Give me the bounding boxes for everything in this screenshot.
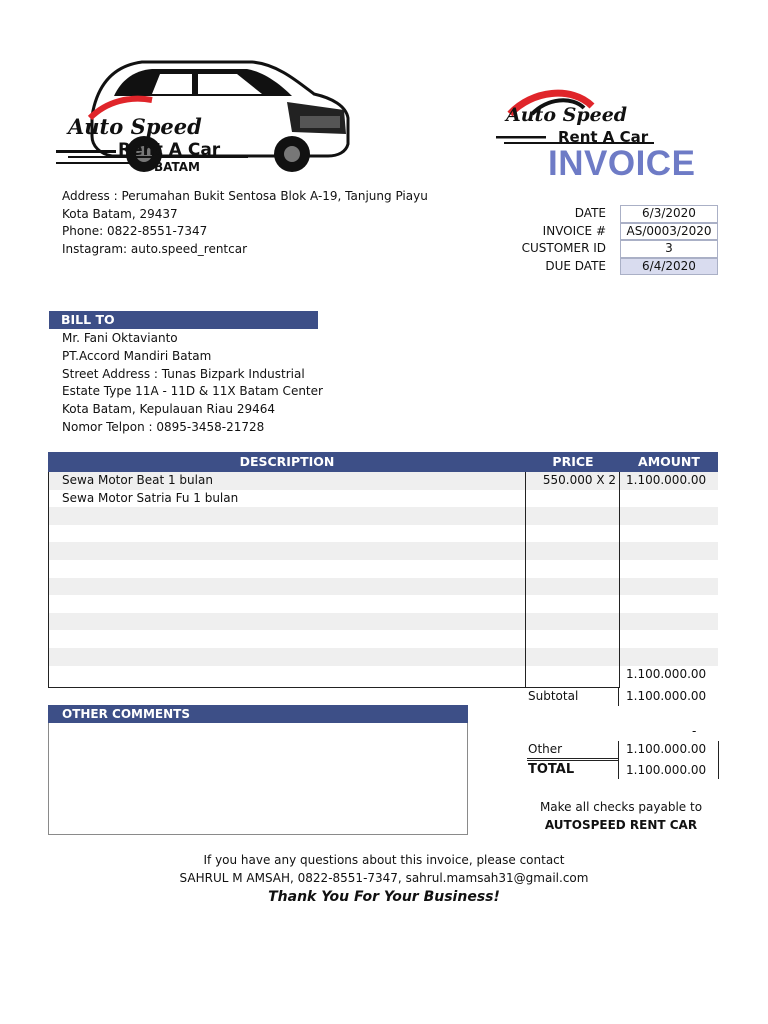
invoice-title: INVOICE	[548, 144, 696, 183]
company-instagram: Instagram: auto.speed_rentcar	[62, 241, 248, 256]
amount-header: AMOUNT	[638, 454, 700, 469]
table-row	[48, 525, 718, 543]
subtotal-label: Subtotal	[528, 689, 579, 703]
other-value: 1.100.000.00	[626, 742, 707, 756]
price-cell	[526, 490, 616, 508]
table-row	[48, 560, 718, 578]
other-underline	[527, 758, 619, 759]
amount-cell	[626, 648, 716, 666]
description-cell	[62, 542, 522, 560]
bill-to-line: Kota Batam, Kepulauan Riau 29464	[62, 402, 276, 416]
bill-to-header: BILL TO	[49, 311, 318, 329]
table-row	[48, 578, 718, 596]
amount-cell	[626, 490, 716, 508]
description-cell	[62, 613, 522, 631]
description-cell	[62, 648, 522, 666]
amount-cell	[626, 595, 716, 613]
price-header: PRICE	[552, 454, 594, 469]
other-label: Other	[528, 742, 563, 756]
table-row	[48, 490, 718, 508]
amount-cell	[626, 613, 716, 631]
items-table	[48, 452, 718, 683]
invoice-number-label: INVOICE #	[542, 223, 606, 238]
description-cell: Sewa Motor Satria Fu 1 bulan	[62, 490, 239, 505]
customer-id-label: CUSTOMER ID	[521, 241, 606, 255]
footer-thanks: Thank You For Your Business!	[268, 889, 500, 905]
description-cell	[62, 578, 522, 596]
table-header	[48, 452, 718, 472]
amount-column-divider	[619, 472, 620, 688]
price-cell	[526, 595, 616, 613]
table-row	[48, 630, 718, 648]
company-address: Address : Perumahan Bukit Sentosa Blok A-19, Tanjung Piayu	[62, 189, 428, 203]
price-column-divider	[525, 472, 526, 688]
amount-cell	[626, 525, 716, 543]
bill-to-line: Mr. Fani Oktavianto	[62, 331, 178, 345]
bill-to-line: Street Address : Tunas Bizpark Industrial	[62, 366, 305, 381]
amount-cell	[626, 542, 716, 560]
price-cell	[526, 630, 616, 648]
small-logo-line-2: Rent A Car	[558, 128, 649, 146]
table-row	[48, 613, 718, 631]
table-row	[48, 542, 718, 560]
amount-cell: 1.100.000.00	[626, 473, 707, 487]
due-date-value: 6/4/2020	[620, 258, 718, 276]
small-logo	[492, 88, 692, 150]
totals-right-border	[718, 741, 719, 779]
company-logo	[52, 56, 352, 178]
logo-line-3: BATAM	[154, 160, 200, 174]
price-cell	[526, 666, 616, 684]
subtotal-value: 1.100.000.00	[626, 689, 707, 703]
description-cell	[62, 595, 522, 613]
date-label: DATE	[574, 206, 606, 220]
table-row	[48, 472, 718, 490]
amount-cell	[626, 560, 716, 578]
price-cell	[526, 525, 616, 543]
subtotal-divider	[618, 688, 619, 706]
other-comments-box	[48, 723, 468, 835]
table-left-border	[48, 472, 49, 688]
description-cell	[62, 507, 522, 525]
description-cell	[62, 666, 522, 684]
description-cell: Sewa Motor Beat 1 bulan	[62, 473, 213, 487]
table-row	[48, 595, 718, 613]
amount-cell: 1.100.000.00	[626, 666, 707, 681]
amount-cell	[626, 630, 716, 648]
due-date-label: DUE DATE	[545, 258, 606, 273]
table-row	[48, 507, 718, 525]
bill-to-line: Estate Type 11A - 11D & 11X Batam Center	[62, 384, 323, 398]
table-bottom-border	[48, 687, 619, 688]
total-value: 1.100.000.00	[626, 763, 707, 777]
date-value: 6/3/2020	[620, 205, 718, 223]
amount-cell	[626, 578, 716, 596]
description-cell	[62, 560, 522, 578]
amount-cell	[626, 507, 716, 525]
table-body	[48, 472, 718, 683]
price-cell	[526, 560, 616, 578]
payable-company: AUTOSPEED RENT CAR	[544, 818, 698, 832]
description-header: DESCRIPTION	[239, 454, 335, 469]
logo-line-2: Rent A Car	[118, 140, 221, 160]
description-cell	[62, 630, 522, 648]
table-row	[48, 648, 718, 666]
logo-line-1: Auto Speed	[68, 114, 202, 139]
other-comments-header: OTHER COMMENTS	[48, 705, 468, 723]
company-phone: Phone: 0822-8551-7347	[62, 224, 208, 238]
footer-question: If you have any questions about this invoice, please contact	[203, 853, 565, 867]
customer-id-value: 3	[620, 240, 718, 258]
price-cell	[526, 578, 616, 596]
total-label: TOTAL	[528, 762, 575, 777]
small-logo-line-1: Auto Speed	[506, 104, 628, 126]
price-cell	[526, 648, 616, 666]
bill-to-line: PT.Accord Mandiri Batam	[62, 349, 212, 363]
price-cell	[526, 613, 616, 631]
description-cell	[62, 525, 522, 543]
totals-divider	[618, 741, 619, 779]
invoice-number-value: AS/0003/2020	[620, 223, 718, 241]
payable-line: Make all checks payable to	[539, 800, 703, 814]
price-cell: 550.000 X 2	[542, 473, 616, 487]
company-city: Kota Batam, 29437	[62, 206, 178, 221]
footer-contact: SAHRUL M AMSAH, 0822-8551-7347, sahrul.mamsah31@gmail.com	[179, 871, 589, 885]
price-cell	[526, 542, 616, 560]
bill-to-line: Nomor Telpon : 0895-3458-21728	[62, 419, 265, 434]
other-double-underline	[527, 760, 619, 761]
table-row	[48, 666, 718, 684]
blank-value: -	[692, 724, 697, 738]
price-cell	[526, 507, 616, 525]
